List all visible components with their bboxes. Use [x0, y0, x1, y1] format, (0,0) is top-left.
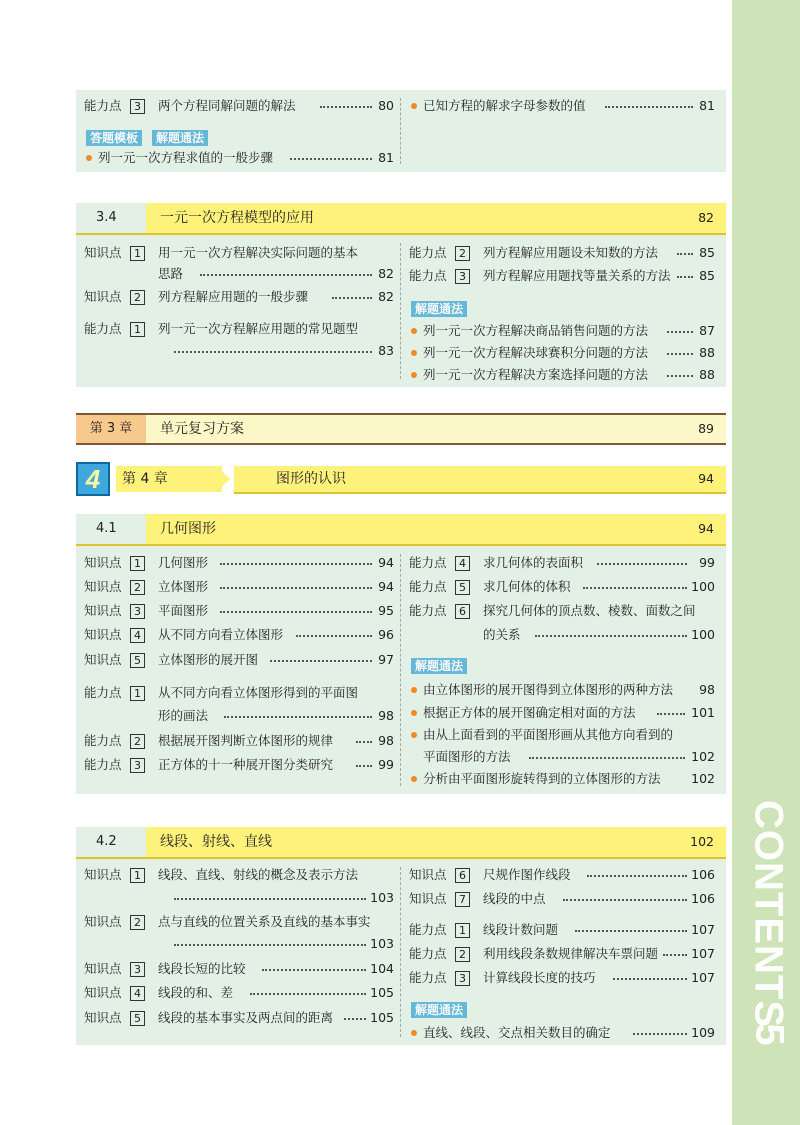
entry-tag: 能力点	[409, 922, 447, 937]
section-header-3-4[interactable]	[76, 203, 726, 235]
top-panel	[76, 90, 726, 172]
leader-dots	[296, 635, 372, 637]
toc-entry[interactable]	[409, 553, 715, 573]
entry-title: 立体图形	[158, 579, 209, 594]
entry-number: 1	[130, 246, 145, 261]
chapter-title: 图形的认识	[276, 471, 346, 487]
entry-title: 求几何体的表面积	[483, 555, 584, 570]
bullet-icon	[411, 1030, 417, 1036]
toc-entry[interactable]	[84, 243, 394, 263]
entry-page: 82	[378, 266, 394, 281]
entry-tag: 知识点	[84, 985, 122, 1000]
entry-title: 列一元一次方程解决球赛积分问题的方法	[423, 345, 649, 360]
leader-dots	[224, 716, 372, 718]
entry-page: 87	[699, 323, 715, 338]
leader-dots	[633, 1033, 687, 1035]
method-label: 解题通法	[411, 658, 467, 674]
toc-entry-cont[interactable]	[84, 706, 394, 726]
column-divider	[400, 98, 401, 164]
entry-number: 5	[130, 1011, 145, 1026]
entry-title: 立体图形的展开图	[158, 652, 259, 667]
section-number: 4.2	[76, 827, 146, 857]
entry-tag: 知识点	[84, 867, 122, 882]
arrow-shape	[216, 466, 230, 492]
toc-entry[interactable]	[84, 755, 394, 775]
column-divider	[400, 554, 401, 786]
toc-entry[interactable]	[84, 625, 394, 645]
toc-entry[interactable]	[84, 319, 394, 339]
entry-page: 106	[691, 867, 715, 882]
entry-title-cont: 平面图形的方法	[423, 749, 511, 764]
toc-entry[interactable]	[84, 959, 394, 979]
entry-tag: 知识点	[409, 867, 447, 882]
section-number: 4.1	[76, 514, 146, 544]
leader-dots	[575, 930, 687, 932]
entry-title: 列一元一次方程求值的一般步骤	[98, 150, 274, 165]
toc-entry[interactable]	[409, 725, 715, 745]
toc-entry[interactable]	[409, 243, 715, 263]
leader-dots	[344, 1018, 366, 1020]
entry-tag: 知识点	[84, 1010, 122, 1025]
entry-page: 107	[691, 922, 715, 937]
leader-dots	[220, 587, 372, 589]
bullet-icon	[411, 687, 417, 693]
toc-entry[interactable]	[84, 983, 394, 1003]
entry-page: 80	[378, 98, 394, 113]
section-title: 几何图形	[160, 521, 216, 537]
leader-dots	[613, 978, 687, 980]
entry-number: 4	[130, 628, 145, 643]
toc-entry-cont[interactable]	[84, 341, 394, 361]
entry-tag: 能力点	[84, 757, 122, 772]
entry-title: 线段计数问题	[483, 922, 559, 937]
toc-entry[interactable]	[84, 1008, 394, 1028]
entry-tag: 能力点	[409, 603, 447, 618]
entry-page: 88	[699, 345, 715, 360]
leader-dots	[200, 274, 372, 276]
entry-page: 100	[691, 627, 715, 642]
section-panel-4-1	[76, 546, 726, 794]
toc-entry[interactable]	[409, 889, 715, 909]
entry-title: 由从上面看到的平面图形画从其他方向看到的	[423, 727, 674, 742]
entry-tag: 能力点	[84, 98, 122, 113]
bullet-icon	[411, 372, 417, 378]
toc-entry[interactable]	[409, 365, 715, 385]
entry-title: 利用线段条数规律解决车票问题	[483, 946, 659, 961]
entry-number: 3	[455, 971, 470, 986]
entry-title: 平面图形	[158, 603, 209, 618]
toc-entry[interactable]	[409, 703, 715, 723]
entry-page: 107	[691, 970, 715, 985]
entry-tag: 能力点	[409, 555, 447, 570]
entry-title: 计算线段长度的技巧	[483, 970, 596, 985]
entry-tag: 能力点	[84, 685, 122, 700]
entry-page: 82	[378, 289, 394, 304]
toc-entry[interactable]	[409, 865, 715, 885]
bullet-icon	[411, 103, 417, 109]
toc-entry-cont[interactable]	[84, 264, 394, 284]
chapter-title: 单元复习方案	[160, 421, 244, 437]
bullet-icon	[411, 776, 417, 782]
entry-tag: 知识点	[84, 579, 122, 594]
entry-tag: 能力点	[409, 970, 447, 985]
entry-title: 列一元一次方程解应用题的常见题型	[158, 321, 359, 336]
entry-tag: 知识点	[84, 652, 122, 667]
entry-page: 103	[370, 936, 394, 951]
leader-dots	[320, 106, 372, 108]
toc-entry[interactable]	[84, 287, 394, 307]
entry-tag: 能力点	[84, 733, 122, 748]
leader-dots	[220, 563, 372, 565]
entry-tag: 知识点	[84, 961, 122, 976]
leader-dots	[605, 106, 693, 108]
toc-entry[interactable]	[409, 968, 715, 988]
entry-title: 列方程解应用题设未知数的方法	[483, 245, 659, 260]
toc-entry[interactable]	[409, 944, 715, 964]
entry-page: 101	[691, 705, 715, 720]
leader-dots	[677, 276, 693, 278]
leader-dots	[174, 898, 366, 900]
toc-entry-cont[interactable]	[84, 888, 394, 908]
toc-entry[interactable]	[409, 601, 715, 621]
toc-entry[interactable]	[409, 96, 715, 116]
sidebar	[732, 0, 800, 1125]
section-panel-3-4	[76, 235, 726, 387]
entry-number: 5	[130, 653, 145, 668]
entry-title: 尺规作图作线段	[483, 867, 571, 882]
leader-dots	[290, 158, 372, 160]
entry-page: 94	[378, 579, 394, 594]
entry-tag: 知识点	[84, 245, 122, 260]
section-page: 82	[698, 210, 714, 225]
column-divider	[400, 867, 401, 1037]
entry-page: 97	[378, 652, 394, 667]
section-number: 3.4	[76, 203, 146, 233]
toc-entry-cont[interactable]	[409, 625, 715, 645]
section-panel-4-2	[76, 859, 726, 1045]
entry-number: 2	[130, 290, 145, 305]
entry-tag: 能力点	[409, 245, 447, 260]
entry-tag: 知识点	[84, 914, 122, 929]
toc-entry[interactable]	[84, 577, 394, 597]
entry-number: 1	[130, 556, 145, 571]
entry-page: 98	[378, 708, 394, 723]
entry-page: 98	[699, 682, 715, 697]
leader-dots	[250, 993, 366, 995]
leader-dots	[587, 875, 687, 877]
leader-dots	[332, 297, 372, 299]
entry-title: 列方程解应用题的一般步骤	[158, 289, 309, 304]
leader-dots	[356, 741, 372, 743]
entry-title: 直线、线段、交点相关数目的确定	[423, 1025, 611, 1040]
toc-entry-cont[interactable]	[84, 934, 394, 954]
column-divider	[400, 243, 401, 379]
entry-page: 94	[378, 555, 394, 570]
toc-entry[interactable]	[84, 865, 394, 885]
entry-page: 81	[378, 150, 394, 165]
entry-number: 4	[130, 986, 145, 1001]
entry-tag: 能力点	[409, 579, 447, 594]
entry-title: 列一元一次方程解决商品销售问题的方法	[423, 323, 649, 338]
toc-entry[interactable]	[84, 601, 394, 621]
leader-dots	[597, 563, 687, 565]
leader-dots	[563, 899, 687, 901]
entry-title: 从不同方向看立体图形得到的平面图	[158, 685, 359, 700]
entry-tag: 能力点	[409, 268, 447, 283]
toc-entry[interactable]	[409, 920, 715, 940]
answer-template-label: 答题模板	[86, 130, 142, 146]
leader-dots	[657, 713, 685, 715]
entry-page: 88	[699, 367, 715, 382]
entry-page: 107	[691, 946, 715, 961]
entry-title-cont: 思路	[158, 266, 184, 281]
toc-entry[interactable]	[84, 683, 394, 703]
entry-title: 点与直线的位置关系及直线的基本事实	[158, 914, 371, 929]
section-header-4-2[interactable]	[76, 827, 726, 859]
page-number: 5	[747, 1023, 792, 1046]
leader-dots	[529, 757, 685, 759]
entry-number: 3	[130, 758, 145, 773]
entry-tag: 知识点	[84, 603, 122, 618]
entry-title: 列一元一次方程解决方案选择问题的方法	[423, 367, 649, 382]
leader-dots	[667, 375, 693, 377]
section-page: 102	[690, 834, 714, 849]
entry-page: 98	[378, 733, 394, 748]
leader-dots	[174, 351, 372, 353]
leader-dots	[667, 353, 693, 355]
toc-entry[interactable]	[84, 731, 394, 751]
entry-number: 1	[455, 923, 470, 938]
toc-entry[interactable]	[409, 769, 715, 789]
entry-title: 线段、直线、射线的概念及表示方法	[158, 867, 359, 882]
entry-number: 1	[130, 322, 145, 337]
entry-tag: 知识点	[409, 891, 447, 906]
leader-dots	[174, 944, 366, 946]
contents-word: CONTENTS	[746, 800, 791, 1028]
entry-number: 2	[455, 947, 470, 962]
entry-title: 线段的中点	[483, 891, 546, 906]
chapter-label: 第 3 章	[76, 415, 146, 443]
leader-dots	[583, 587, 687, 589]
entry-tag: 能力点	[84, 321, 122, 336]
entry-number: 2	[130, 915, 145, 930]
entry-number: 3	[130, 604, 145, 619]
entry-tag: 知识点	[84, 555, 122, 570]
entry-title: 几何图形	[158, 555, 209, 570]
entry-number: 3	[130, 962, 145, 977]
entry-page: 99	[378, 757, 394, 772]
entry-page: 95	[378, 603, 394, 618]
entry-title: 根据正方体的展开图确定相对面的方法	[423, 705, 636, 720]
entry-tag: 能力点	[409, 946, 447, 961]
entry-number: 7	[455, 892, 470, 907]
entry-page: 85	[699, 268, 715, 283]
toc-entry[interactable]	[84, 553, 394, 573]
entry-title: 用一元一次方程解决实际问题的基本	[158, 245, 359, 260]
leader-dots	[270, 660, 372, 662]
leader-dots	[262, 969, 366, 971]
method-label: 解题通法	[411, 301, 467, 317]
toc-entry[interactable]	[409, 577, 715, 597]
section-title: 线段、射线、直线	[160, 834, 272, 850]
entry-page: 83	[378, 343, 394, 358]
chapter-4-header[interactable]	[76, 462, 726, 496]
toc-entry[interactable]	[84, 650, 394, 670]
toc-entry[interactable]	[84, 912, 394, 932]
entry-title: 求几何体的体积	[483, 579, 571, 594]
leader-dots	[356, 765, 372, 767]
chapter-page: 94	[698, 471, 714, 486]
entry-title-cont: 形的画法	[158, 708, 209, 723]
entry-page: 99	[699, 555, 715, 570]
entry-title: 由立体图形的展开图得到立体图形的两种方法	[423, 682, 674, 697]
entry-title: 探究几何体的顶点数、棱数、面数之间	[483, 603, 696, 618]
entry-title: 线段长短的比较	[158, 961, 246, 976]
entry-number: 2	[130, 580, 145, 595]
entry-title: 已知方程的解求字母参数的值	[423, 98, 586, 113]
bullet-icon	[411, 732, 417, 738]
entry-page: 81	[699, 98, 715, 113]
entry-page: 100	[691, 579, 715, 594]
entry-page: 96	[378, 627, 394, 642]
toc-entry[interactable]	[84, 148, 394, 168]
leader-dots	[663, 954, 687, 956]
entry-page: 105	[370, 985, 394, 1000]
entry-number: 3	[130, 99, 145, 114]
entry-title: 从不同方向看立体图形	[158, 627, 284, 642]
bullet-icon	[411, 710, 417, 716]
entry-number: 2	[455, 246, 470, 261]
method-label: 解题通法	[152, 130, 208, 146]
entry-number: 6	[455, 868, 470, 883]
section-page: 94	[698, 521, 714, 536]
toc-entry[interactable]	[84, 96, 394, 116]
chapter-page: 89	[698, 421, 714, 436]
chapter-3-review[interactable]	[76, 413, 726, 445]
chapter-label: 第 4 章	[116, 466, 222, 492]
entry-number: 1	[130, 868, 145, 883]
entry-title: 两个方程同解问题的解法	[158, 98, 296, 113]
section-title: 一元一次方程模型的应用	[160, 210, 314, 226]
entry-page: 105	[370, 1010, 394, 1025]
toc-entry[interactable]	[409, 1023, 715, 1043]
bullet-icon	[86, 155, 92, 161]
toc-entry-cont[interactable]	[409, 747, 715, 767]
leader-dots	[677, 253, 693, 255]
toc-entry[interactable]	[409, 321, 715, 341]
sidebar-label	[744, 800, 792, 1050]
toc-entry[interactable]	[409, 343, 715, 363]
entry-title: 线段的和、差	[158, 985, 234, 1000]
section-header-4-1[interactable]	[76, 514, 726, 546]
entry-number: 1	[130, 686, 145, 701]
entry-tag: 知识点	[84, 289, 122, 304]
leader-dots	[667, 331, 693, 333]
entry-title: 正方体的十一种展开图分类研究	[158, 757, 334, 772]
entry-title: 分析由平面图形旋转得到的立体图形的方法	[423, 771, 661, 786]
entry-tag: 知识点	[84, 627, 122, 642]
leader-dots	[535, 635, 687, 637]
leader-dots	[220, 611, 372, 613]
entry-title-cont: 的关系	[483, 627, 521, 642]
entry-page: 104	[370, 961, 394, 976]
method-label: 解题通法	[411, 1002, 467, 1018]
entry-page: 103	[370, 890, 394, 905]
chapter-badge: 4	[76, 462, 110, 496]
entry-page: 85	[699, 245, 715, 260]
entry-title: 线段的基本事实及两点间的距离	[158, 1010, 334, 1025]
entry-number: 3	[455, 269, 470, 284]
entry-page: 109	[691, 1025, 715, 1040]
toc-entry[interactable]	[409, 266, 715, 286]
toc-entry[interactable]	[409, 680, 715, 700]
entry-number: 5	[455, 580, 470, 595]
entry-number: 4	[455, 556, 470, 571]
bullet-icon	[411, 328, 417, 334]
entry-number: 6	[455, 604, 470, 619]
entry-number: 2	[130, 734, 145, 749]
entry-page: 102	[691, 749, 715, 764]
entry-page: 102	[691, 771, 715, 786]
entry-title: 列方程解应用题找等量关系的方法	[483, 268, 671, 283]
bullet-icon	[411, 350, 417, 356]
entry-title: 根据展开图判断立体图形的规律	[158, 733, 334, 748]
entry-page: 106	[691, 891, 715, 906]
